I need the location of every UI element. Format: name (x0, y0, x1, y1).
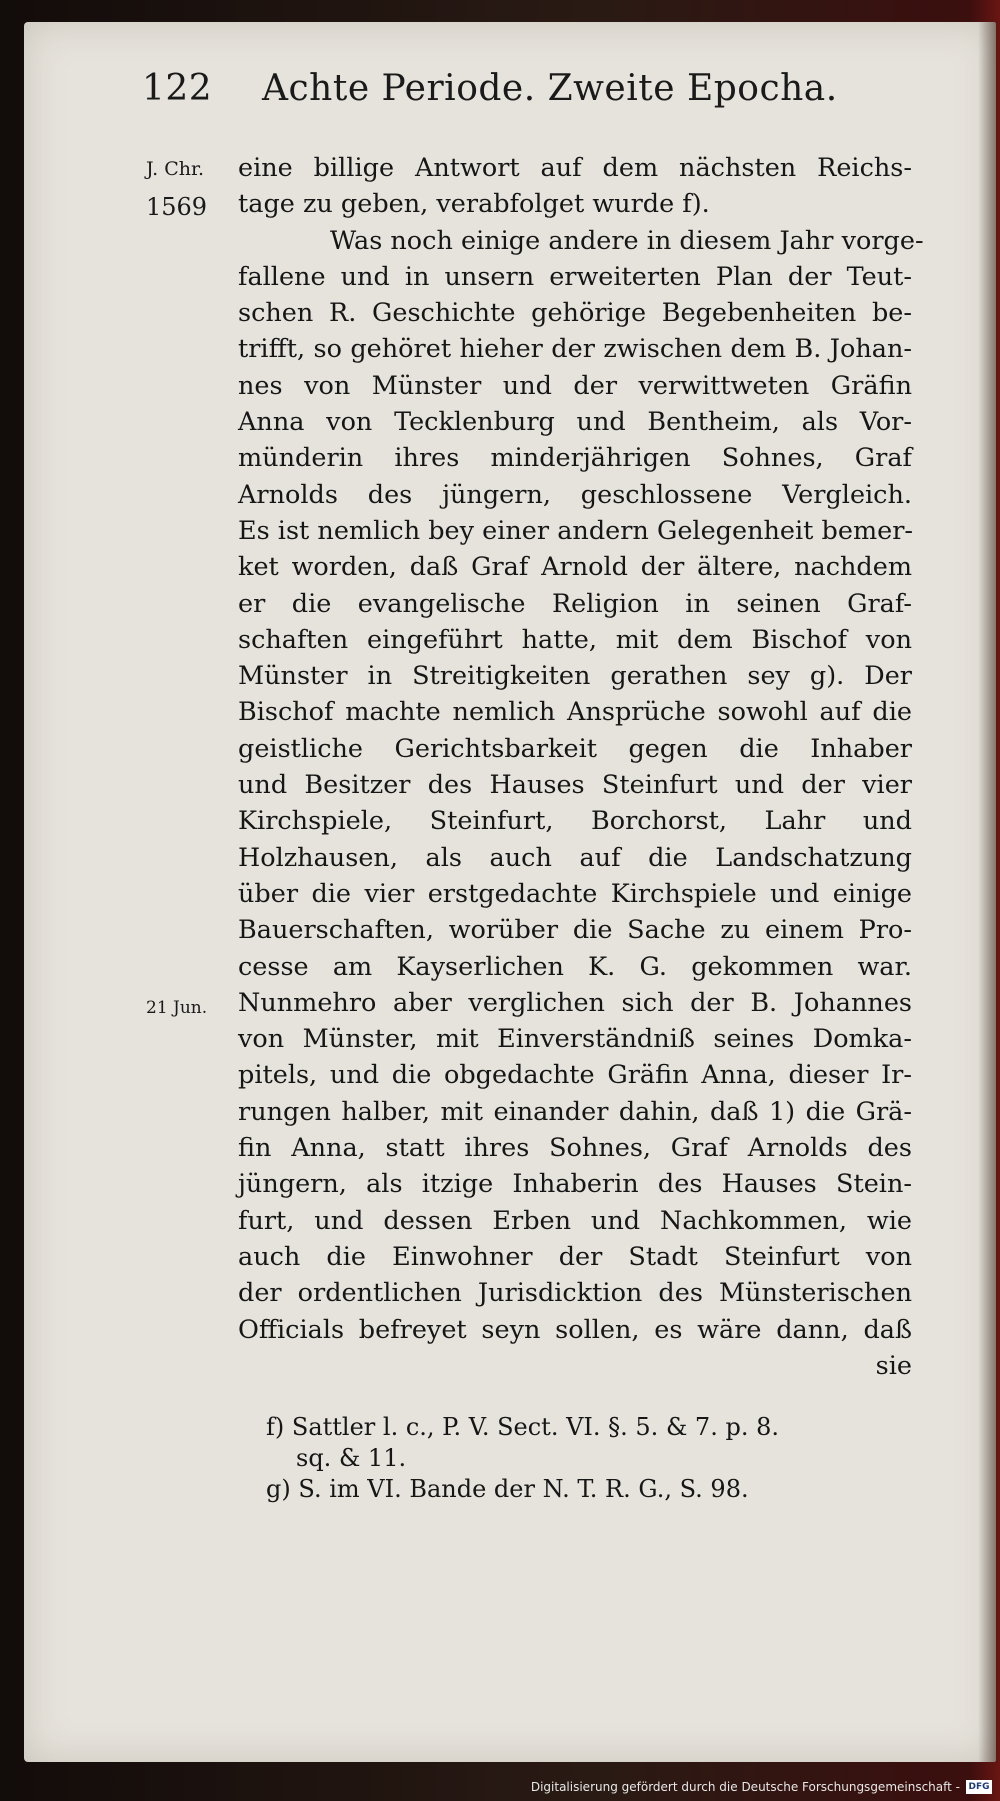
footnote-f: f) Sattler l. c., P. V. Sect. VI. §. 5. & 7. p. 8. (266, 1413, 779, 1441)
digitization-notice-text: Digitalisierung gefördert durch die Deutsche Forschungsgemeinschaft - (530, 1780, 960, 1794)
text-line: fin Anna, statt ihres Sohnes, Graf Arnolds des (238, 1133, 912, 1164)
text-line: über die vier erstgedachte Kirchspiele und einige (238, 878, 912, 909)
text-line: Bauerschaften, worüber die Sache zu einem Pro- (238, 915, 912, 946)
text-line: der ordentlichen Jurisdicktion des Münsterischen (238, 1278, 912, 1309)
footnotes (266, 1412, 906, 1505)
text-line: eine billige Antwort auf dem nächsten Reichs- (238, 153, 912, 183)
text-line: von Münster, mit Einverständniß seines Domka- (238, 1024, 912, 1055)
running-head-title: Achte Periode. Zweite Epocha. (262, 68, 838, 109)
text-line: Münster in Streitigkeiten gerathen sey g). Der (238, 661, 912, 692)
digitization-notice (531, 1777, 992, 1797)
catchword: sie (875, 1350, 912, 1381)
main-text (238, 150, 924, 1384)
text-line: geistliche Gerichtsbarkeit gegen die Inhaber (238, 733, 912, 764)
margin-note-date: 21 Jun. (146, 998, 208, 1018)
text-line: auch die Einwohner der Stadt Steinfurt von (238, 1241, 912, 1272)
text-line: trifft, so gehöret hieher der zwischen dem B. Johan- (238, 334, 912, 365)
text-line: furt, und dessen Erben und Nachkommen, wie (238, 1205, 912, 1236)
text-line: pitels, und die obgedachte Gräfin Anna, dieser Ir- (238, 1060, 912, 1091)
text-line: cesse am Kayserlichen K. G. gekommen war. (238, 951, 912, 982)
text-line: Es ist nemlich bey einer andern Gelegenheit bemer- (238, 515, 914, 546)
margin-note-year: 1569 (146, 193, 208, 221)
page-number: 122 (142, 68, 213, 109)
text-line: er die evangelische Religion in seinen Graf- (238, 588, 912, 619)
dfg-logo-icon: DFG (966, 1780, 992, 1794)
text-line: schen R. Geschichte gehörige Begebenheiten be- (238, 298, 912, 329)
text-line: Nunmehro aber verglichen sich der B. Johannes (238, 987, 912, 1018)
text-line: rungen halber, mit einander dahin, daß 1) die Grä- (238, 1096, 912, 1127)
text-line: Holzhausen, als auch auf die Landschatzung (238, 842, 912, 873)
text-line: fallene und in unsern erweiterten Plan der Teut- (238, 261, 912, 292)
footnote-f-continuation: sq. & 11. (296, 1444, 407, 1472)
text-line: Bischof machte nemlich Ansprüche sowohl auf die (238, 697, 912, 728)
text-line: Anna von Tecklenburg und Bentheim, als Vor- (238, 407, 912, 438)
text-line: Kirchspiele, Steinfurt, Borchorst, Lahr und (238, 806, 912, 837)
text-line: tage zu geben, verabfolget wurde f). (238, 189, 710, 220)
running-head (142, 68, 842, 128)
page-spine-shadow (978, 22, 996, 1762)
text-line: ket worden, daß Graf Arnold der ältere, nachdem (238, 552, 912, 583)
text-line: schaften eingeführt hatte, mit dem Bischof von (238, 624, 912, 655)
footnote-g: g) S. im VI. Bande der N. T. R. G., S. 98. (266, 1475, 749, 1503)
text-line: Arnolds des jüngern, geschlossene Vergleich. (238, 479, 912, 510)
text-line: nes von Münster und der verwittweten Gräfin (238, 370, 912, 401)
text-line: Was noch einige andere in diesem Jahr vorge- (330, 225, 924, 256)
text-line: münderin ihres minderjährigen Sohnes, Graf (238, 443, 912, 474)
margin-note-era: J. Chr. (146, 158, 205, 180)
text-line: und Besitzer des Hauses Steinfurt und der vier (238, 770, 912, 801)
text-line: jüngern, als itzige Inhaberin des Hauses Stein- (238, 1169, 912, 1200)
text-line: Officials befreyet seyn sollen, es wäre dann, daß (238, 1314, 912, 1345)
